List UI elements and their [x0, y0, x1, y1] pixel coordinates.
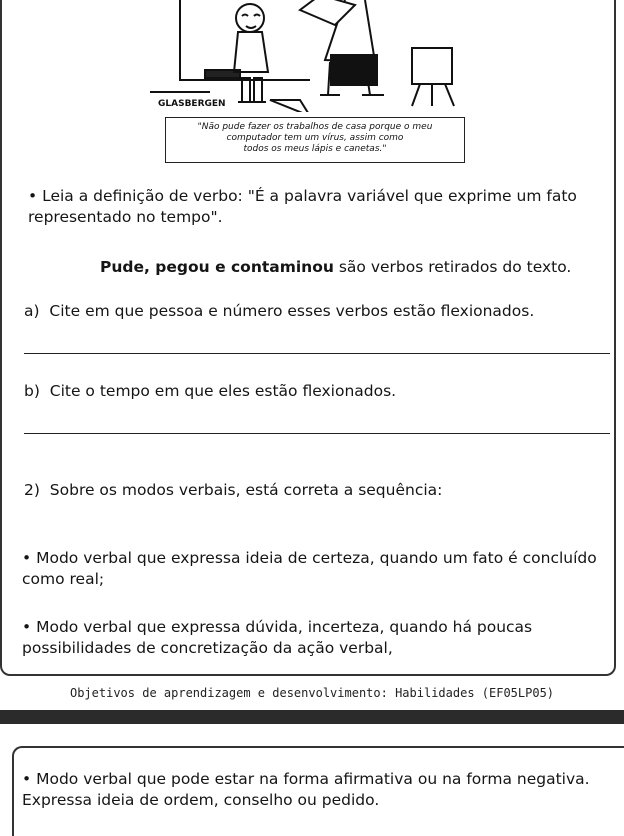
caption-line: computador tem um vírus, assim como — [226, 133, 404, 143]
mode-line: Modo verbal que expressa ideia de certeza, quando um fato é concluído — [36, 549, 597, 567]
page-separator — [0, 710, 624, 724]
bullet-icon: • — [28, 187, 38, 205]
mode-item — [22, 548, 616, 590]
question-label: a) — [24, 302, 40, 320]
bullet-icon: • — [22, 770, 32, 788]
mode-line: possibilidades de concretização da ação verbal, — [22, 639, 393, 657]
caption-line: "Não pude fazer os trabalhos de casa porque o meu — [197, 122, 433, 132]
question-a — [24, 301, 610, 322]
cartoon-caption — [165, 117, 465, 163]
verb-definition — [28, 186, 613, 228]
verbs-bold: Pude, pegou e contaminou — [100, 258, 334, 276]
mode-item — [22, 617, 616, 659]
definition-line: Leia a definição de verbo: "É a palavra variável que exprime um fato — [42, 187, 577, 205]
mode-line: como real; — [22, 570, 105, 588]
verbs-rest: são verbos retirados do texto. — [333, 258, 572, 276]
question-label: b) — [24, 382, 40, 400]
question-2 — [24, 480, 610, 501]
mode-line: Modo verbal que pode estar na forma afirmativa ou na forma negativa. — [36, 770, 590, 788]
bullet-icon: • — [22, 549, 32, 567]
answer-line-b[interactable] — [24, 433, 610, 434]
mode-line: Modo verbal que expressa dúvida, incerteza, quando há poucas — [36, 618, 533, 636]
bullet-icon: • — [22, 618, 32, 636]
caption-line: todos os meus lápis e canetas." — [243, 144, 387, 154]
verbs-sentence — [100, 257, 610, 278]
question-text: Cite em que pessoa e número esses verbos estão flexionados. — [49, 302, 535, 320]
mode-line: Expressa ideia de ordem, conselho ou pedido. — [22, 791, 380, 809]
page-footer: Objetivos de aprendizagem e desenvolvimento: Habilidades (EF05LP05) — [69, 686, 555, 700]
answer-line-a[interactable] — [24, 353, 610, 354]
question-text: Sobre os modos verbais, está correta a sequência: — [49, 481, 443, 499]
cartoon-signature: GLASBERGEN — [158, 99, 226, 109]
question-b — [24, 381, 610, 402]
cartoon-illustration — [150, 0, 470, 112]
question-label: 2) — [24, 481, 40, 499]
question-text: Cite o tempo em que eles estão flexionados. — [49, 382, 397, 400]
definition-line: representado no tempo". — [28, 208, 223, 226]
mode-item — [22, 769, 620, 811]
